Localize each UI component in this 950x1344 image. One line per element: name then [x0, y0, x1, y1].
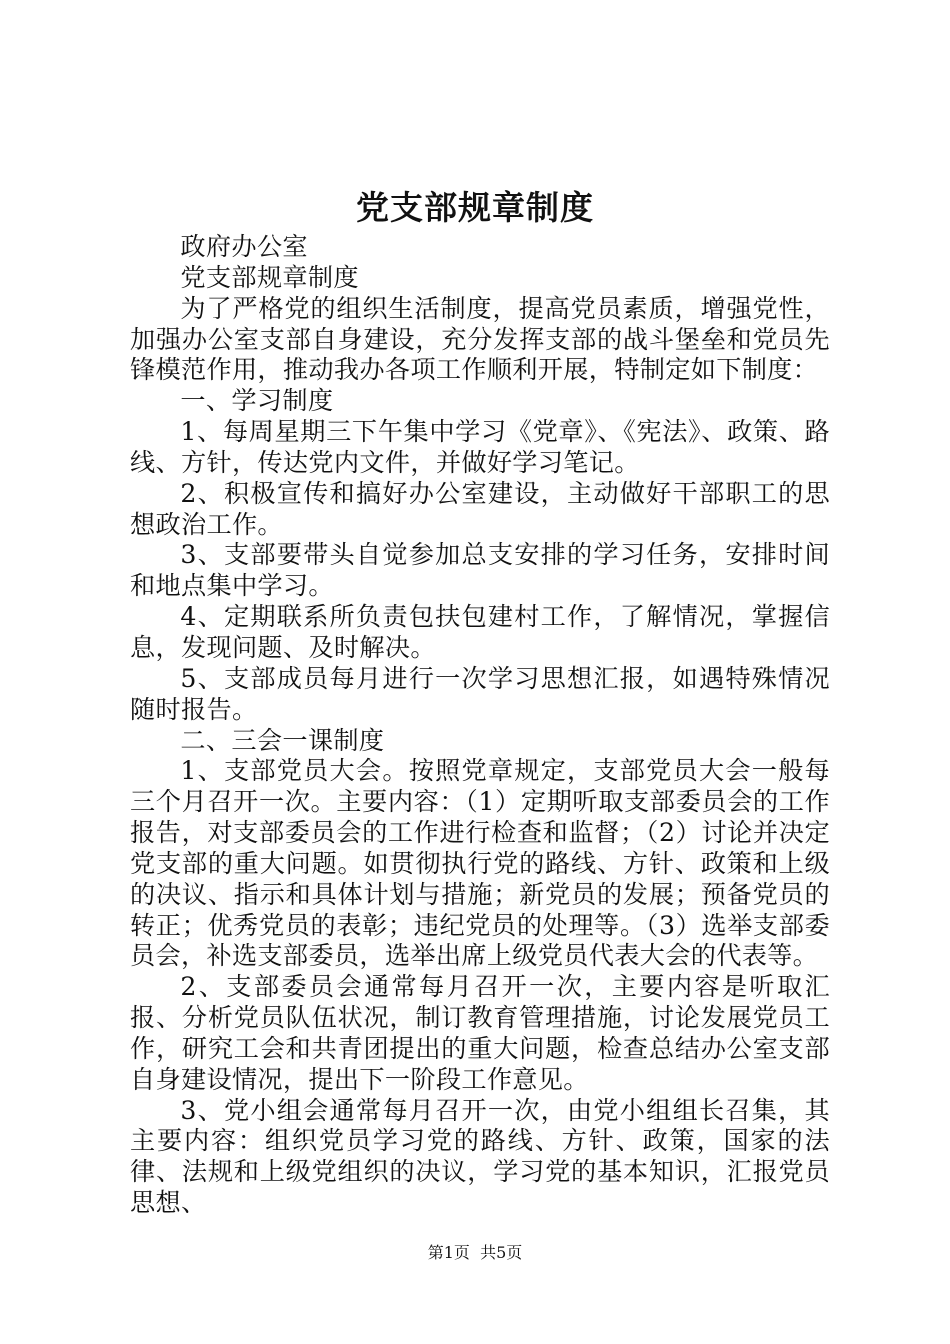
page-number: 第1页 — [427, 1243, 470, 1262]
paragraph: 4、定期联系所负责包扶包建村工作，了解情况，掌握信息，发现问题、及时解决。 — [130, 602, 830, 662]
paragraph: 3、党小组会通常每月召开一次，由党小组组长召集，其主要内容：组织党员学习党的路线、方针、政策，国家的法律、法规和上级党组织的决议，学习党的基本知识，汇报党员思想、 — [130, 1095, 830, 1218]
section-heading: 一、学习制度 — [180, 386, 334, 416]
section-heading: 二、三会一课制度 — [180, 725, 385, 755]
page-total: 共5页 — [480, 1243, 523, 1262]
footer-spacer — [470, 1243, 480, 1262]
paragraph: 政府办公室 — [180, 232, 308, 261]
paragraph: 1、每周星期三下午集中学习《党章》、《宪法》、政策、路线、方针，传达党内文件，并做好学习笔记。 — [130, 417, 830, 477]
paragraph: 5、支部成员每月进行一次学习思想汇报，如遇特殊情况随时报告。 — [130, 663, 830, 724]
paragraph: 2、积极宣传和搞好办公室建设，主动做好干部职工的思想政治工作。 — [130, 478, 830, 539]
paragraph: 1、支部党员大会。按照党章规定，支部党员大会一般每三个月召开一次。主要内容：（1）定期听取支部委员会的工作报告，对支部委员会的工作进行检查和监督；（2）讨论并决定党支部的重大问题。如贯彻执行党的路线、方针、政策和上级的决议、指示和具体计划与措施；新党员的发展；预备党员的转正；优秀党员的表彰；违纪党员的处理等。（3）选举支部委员会，补选支部委员，选举出席上级党员代表大会的代表等。 — [130, 756, 830, 971]
paragraph: 2、支部委员会通常每月召开一次，主要内容是听取汇报、分析党员队伍状况，制订教育管理措施，讨论发展党员工作，研究工会和共青团提出的重大问题，检查总结办公室支部自身建设情况，提出下一阶段工作意见。 — [130, 972, 830, 1094]
document-title: 党支部规章制度 — [356, 188, 594, 227]
page-footer — [0, 1242, 950, 1264]
paragraph: 党支部规章制度 — [180, 262, 359, 292]
paragraph: 3、支部要带头自觉参加总支安排的学习任务，安排时间和地点集中学习。 — [130, 540, 830, 601]
paragraph: 为了严格党的组织生活制度，提高党员素质，增强党性，加强办公室支部自身建设，充分发挥支部的战斗堡垒和党员先锋模范作用，推动我办各项工作顺利开展，特制定如下制度： — [130, 293, 830, 385]
document-body — [130, 232, 830, 1219]
